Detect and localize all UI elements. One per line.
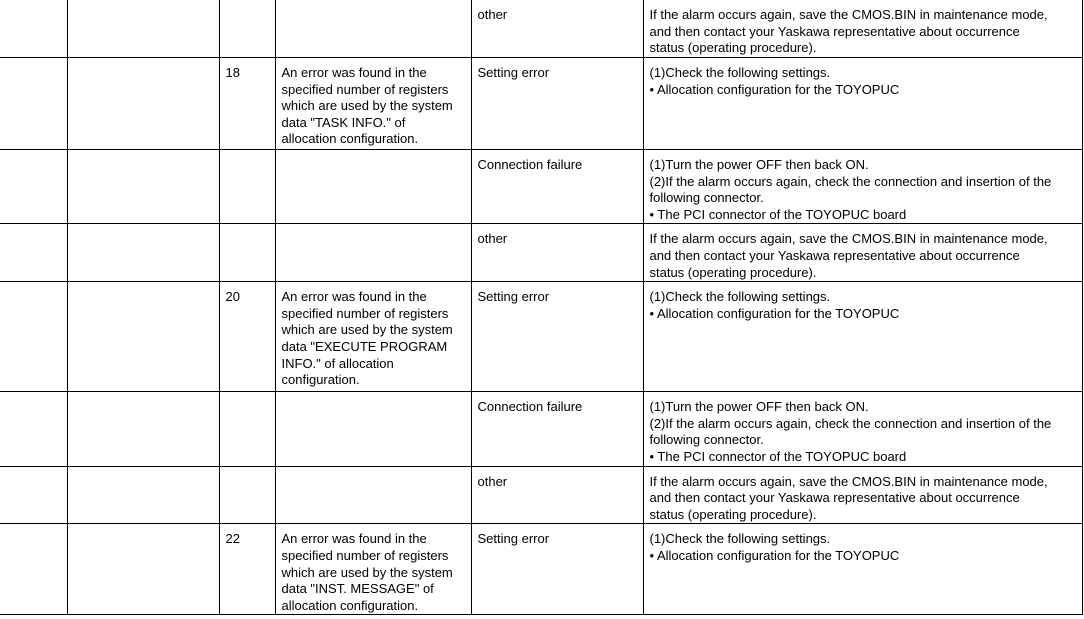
alarm-name-cell [67, 150, 219, 224]
cause-text: Connection failure [477, 157, 583, 172]
remedy-line: and then contact your Yaskawa representative about occurrence [649, 23, 1020, 39]
description-cell [275, 466, 471, 524]
alarm-name-cell [67, 466, 219, 524]
cause-text: other [477, 7, 508, 22]
remedy-line: If the alarm occurs again, save the CMOS.BIN in maintenance mode, [649, 231, 1048, 247]
remedy-line: • The PCI connector of the TOYOPUC board [649, 206, 907, 222]
description-cell [275, 392, 471, 466]
subcode-cell [219, 524, 275, 615]
description-line: data "TASK INFO." of [281, 114, 406, 130]
remedy-line: (1)Check the following settings. [649, 531, 831, 547]
remedy-cell [643, 58, 1082, 150]
remedy-cell [643, 466, 1082, 524]
alarm-name-cell [67, 0, 219, 58]
table-row [0, 224, 1082, 282]
cause-cell [471, 392, 643, 466]
remedy-line: status (operating procedure). [649, 40, 817, 56]
cause-text: other [477, 231, 508, 247]
description-line: INFO." of allocation [281, 355, 394, 371]
remedy-line: (1)Check the following settings. [649, 289, 831, 305]
cause-text: Setting error [477, 65, 550, 80]
description-line: configuration. [281, 372, 360, 388]
subcode-text: 22 [225, 531, 240, 547]
remedy-line: (2)If the alarm occurs again, check the connection and insertion of the [649, 415, 1052, 431]
remedy-line: status (operating procedure). [649, 264, 817, 280]
alarm-number-cell [0, 0, 67, 58]
alarm-name-cell [67, 524, 219, 615]
subcode-cell [219, 58, 275, 150]
cause-text: Setting error [477, 289, 550, 305]
subcode-cell [219, 0, 275, 58]
description-line: which are used by the system [281, 322, 453, 338]
description-line: which are used by the system [281, 564, 453, 580]
description-cell [275, 524, 471, 615]
remedy-line: • Allocation configuration for the TOYOPUC [649, 305, 900, 321]
table-row [0, 150, 1082, 224]
cause-cell [471, 466, 643, 524]
alarm-number-cell [0, 224, 67, 282]
table-row [0, 282, 1082, 392]
alarm-name-cell [67, 392, 219, 466]
subcode-cell [219, 466, 275, 524]
remedy-line: following connector. [649, 432, 764, 448]
subcode-cell [219, 392, 275, 466]
description-line: allocation configuration. [281, 131, 419, 147]
description-line: An error was found in the [281, 289, 427, 305]
subcode-text: 18 [225, 65, 240, 80]
alarm-number-cell [0, 282, 67, 392]
cause-cell [471, 224, 643, 282]
table-row [0, 466, 1082, 524]
table-row [0, 392, 1082, 466]
cause-cell [471, 524, 643, 615]
alarm-number-cell [0, 524, 67, 615]
remedy-line: (2)If the alarm occurs again, check the connection and insertion of the [649, 173, 1052, 189]
remedy-line: • Allocation configuration for the TOYOPUC [649, 547, 900, 563]
subcode-cell [219, 224, 275, 282]
description-cell [275, 224, 471, 282]
description-line: specified number of registers [281, 81, 449, 97]
cause-text: other [477, 473, 508, 489]
remedy-cell [643, 150, 1082, 224]
cause-cell [471, 0, 643, 58]
alarm-number-cell [0, 392, 67, 466]
remedy-cell [643, 0, 1082, 58]
alarm-name-cell [67, 224, 219, 282]
description-line: data "EXECUTE PROGRAM [281, 338, 448, 354]
remedy-line: If the alarm occurs again, save the CMOS.BIN in maintenance mode, [649, 473, 1048, 489]
description-line: allocation configuration. [281, 597, 419, 613]
remedy-cell [643, 524, 1082, 615]
subcode-text: 20 [225, 289, 240, 305]
subcode-cell [219, 150, 275, 224]
description-cell [275, 150, 471, 224]
description-line: An error was found in the [281, 65, 427, 80]
remedy-line: and then contact your Yaskawa representative about occurrence [649, 247, 1020, 263]
description-line: specified number of registers [281, 547, 449, 563]
remedy-line: status (operating procedure). [649, 506, 817, 522]
table-row [0, 58, 1082, 150]
remedy-line: If the alarm occurs again, save the CMOS.BIN in maintenance mode, [649, 7, 1048, 22]
description-line: An error was found in the [281, 531, 427, 547]
alarm-number-cell [0, 150, 67, 224]
description-line: specified number of registers [281, 305, 449, 321]
description-cell [275, 58, 471, 150]
alarm-number-cell [0, 58, 67, 150]
alarm-name-cell [67, 282, 219, 392]
remedy-line: (1)Check the following settings. [649, 65, 831, 80]
alarm-name-cell [67, 58, 219, 150]
remedy-line: • The PCI connector of the TOYOPUC board [649, 448, 907, 464]
table-row [0, 0, 1082, 58]
description-line: which are used by the system [281, 98, 453, 114]
remedy-line: (1)Turn the power OFF then back ON. [649, 399, 869, 415]
description-line: data "INST. MESSAGE" of [281, 581, 434, 597]
remedy-line: (1)Turn the power OFF then back ON. [649, 157, 869, 172]
remedy-line: following connector. [649, 190, 764, 206]
table-row [0, 524, 1082, 615]
subcode-cell [219, 282, 275, 392]
alarm-number-cell [0, 466, 67, 524]
remedy-cell [643, 392, 1082, 466]
cause-text: Connection failure [477, 399, 583, 415]
remedy-cell [643, 282, 1082, 392]
cause-text: Setting error [477, 531, 550, 547]
remedy-cell [643, 224, 1082, 282]
cause-cell [471, 150, 643, 224]
cause-cell [471, 282, 643, 392]
description-cell [275, 0, 471, 58]
description-cell [275, 282, 471, 392]
remedy-line: and then contact your Yaskawa representative about occurrence [649, 490, 1020, 506]
remedy-line: • Allocation configuration for the TOYOPUC [649, 81, 900, 97]
cause-cell [471, 58, 643, 150]
